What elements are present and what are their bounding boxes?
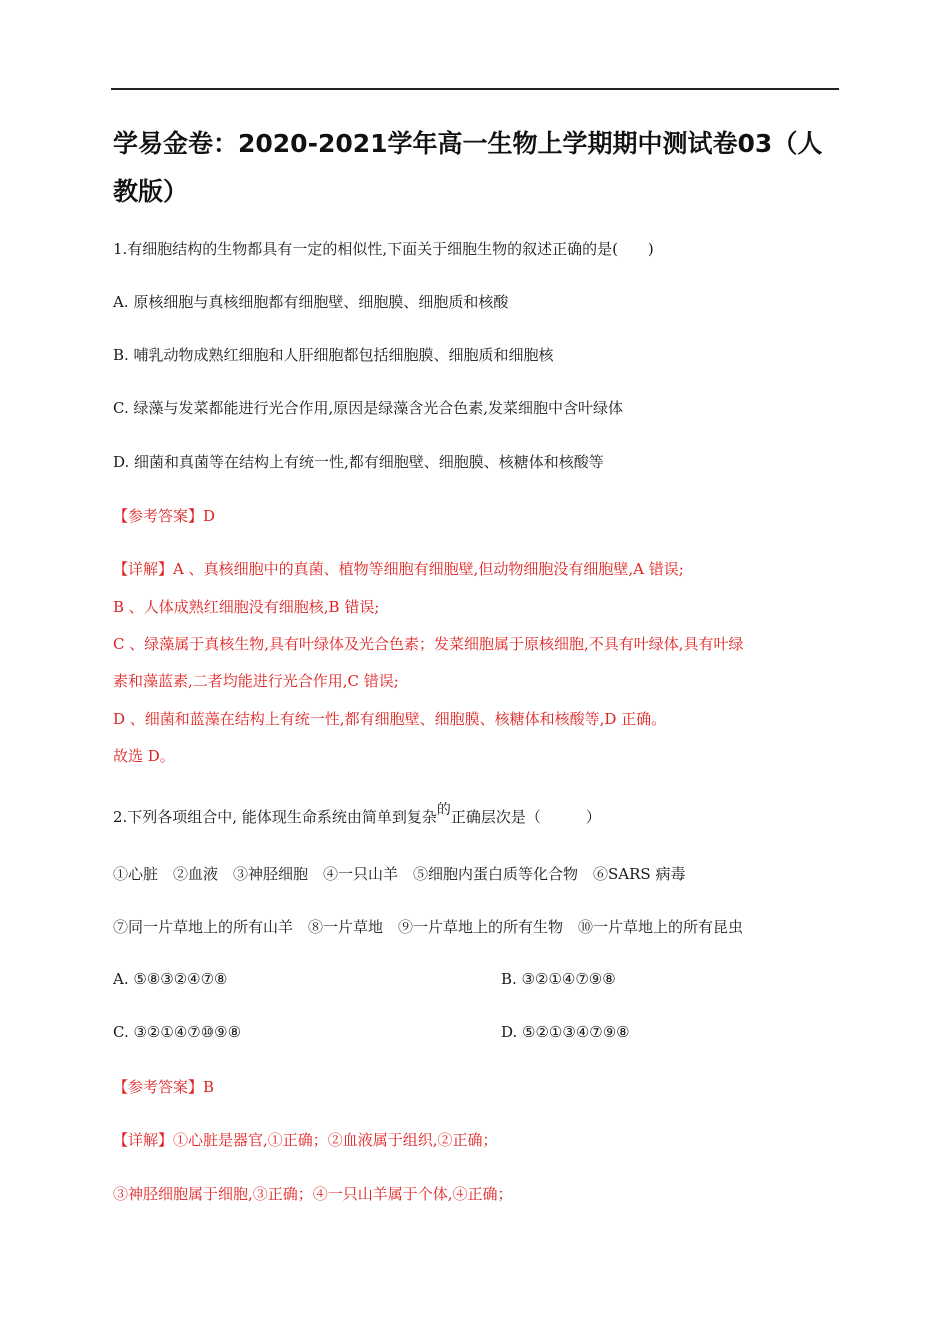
q2-stem-superscript: 的: [436, 802, 451, 818]
q2-explanation-line: 【详解】①心脏是器官,①正确；②血液属于组织,②正确；: [113, 1131, 498, 1149]
q2-option-c: C. ③②①④⑦⑩⑨⑧: [113, 1023, 242, 1041]
q2-explanation-line: ③神胫细胞属于细胞,③正确；④一只山羊属于个体,④正确；: [113, 1185, 513, 1203]
q2-answer: 【参考答案】B: [113, 1078, 215, 1096]
q1-explanation-line: B 、人体成熟红细胞没有细胞核,B 错误;: [113, 598, 380, 616]
q2-option-a: A. ⑤⑧③②④⑦⑧: [113, 970, 228, 988]
q1-explanation-line: C 、绿藻属于真核生物,具有叶绿体及光合色素；发菜细胞属于原核细胞,不具有叶绿体,具有叶绿: [113, 635, 744, 653]
q1-stem: 1.有细胞结构的生物都具有一定的相似性,下面关于细胞生物的叙述正确的是( ): [113, 240, 654, 258]
document-title: 学易金卷：2020-2021学年高一生物上学期期中测试卷03（人教版）: [113, 129, 823, 206]
header-rule: [111, 88, 839, 90]
q2-items-line-2: ⑦同一片草地上的所有山羊 ⑧一片草地 ⑨一片草地上的所有生物 ⑩一片草地上的所有昆虫: [113, 918, 744, 936]
q2-stem-part-b: 正确层次是（ ）: [450, 808, 601, 826]
q1-explanation-line: 故选 D。: [113, 747, 175, 765]
q1-explanation-line: 【详解】A 、真核细胞中的真菌、植物等细胞有细胞壁,但动物细胞没有细胞壁,A 错误;: [113, 560, 684, 578]
q1-option-c: C. 绿藻与发菜都能进行光合作用,原因是绿藻含光合色素,发菜细胞中含叶绿体: [113, 399, 624, 417]
q2-stem-part-a: 2.下列各项组合中, 能体现生命系统由简单到复杂: [113, 808, 437, 826]
q1-explanation-line: 素和藻蓝素,二者均能进行光合作用,C 错误;: [113, 672, 399, 690]
q1-option-d: D. 细菌和真菌等在结构上有统一性,都有细胞壁、细胞膜、核糖体和核酸等: [113, 453, 604, 471]
q1-option-a: A. 原核细胞与真核细胞都有细胞壁、细胞膜、细胞质和核酸: [113, 293, 509, 311]
q2-option-b: B. ③②①④⑦⑨⑧: [501, 970, 616, 988]
q2-stem: [113, 802, 601, 827]
q1-answer: 【参考答案】D: [113, 507, 216, 525]
q1-option-b: B. 哺乳动物成熟红细胞和人肝细胞都包括细胞膜、细胞质和细胞核: [113, 346, 554, 364]
q1-explanation-line: D 、细菌和蓝藻在结构上有统一性,都有细胞壁、细胞膜、核糖体和核酸等,D 正确。: [113, 710, 667, 728]
q2-option-d: D. ⑤②①③④⑦⑨⑧: [501, 1023, 630, 1041]
q2-items-line-1: ①心脏 ②血液 ③神胫细胞 ④一只山羊 ⑤细胞内蛋白质等化合物 ⑥SARS 病毒: [113, 865, 686, 883]
